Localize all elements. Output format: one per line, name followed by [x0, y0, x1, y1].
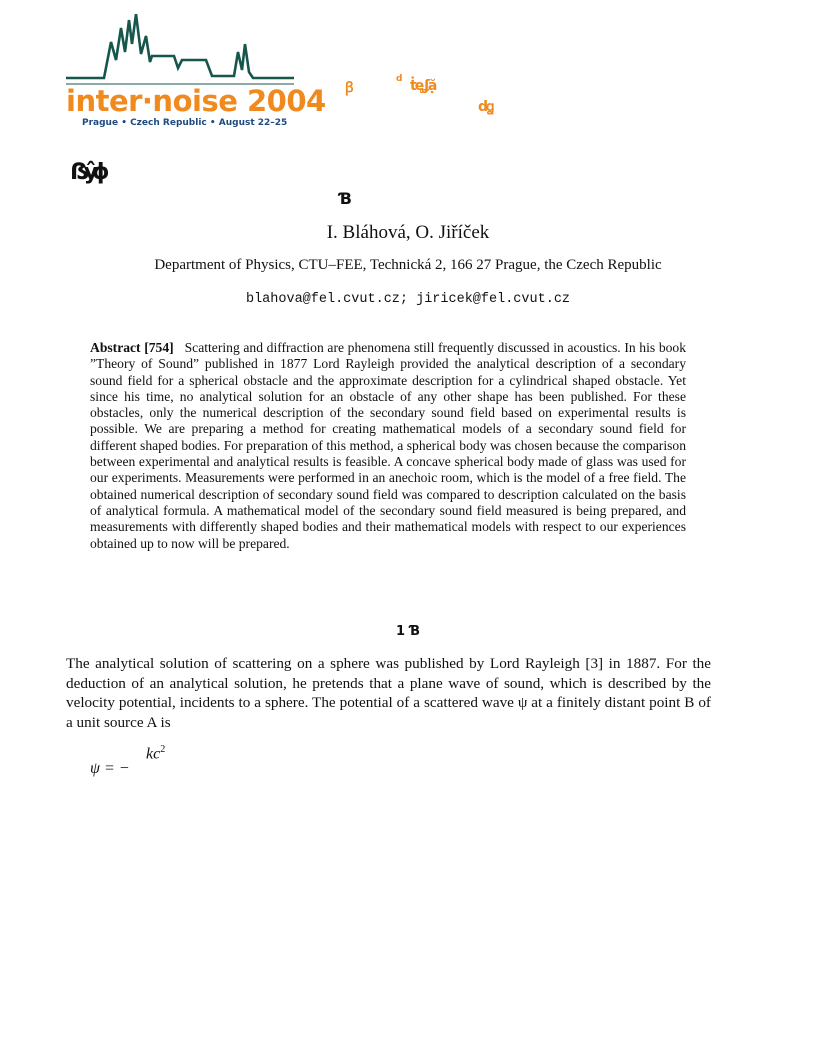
equation-numerator-base: kc	[146, 745, 161, 763]
equation-exponent: 2	[160, 744, 166, 755]
header-glyph-a: ꞵ	[345, 80, 352, 96]
conference-logo	[66, 14, 326, 132]
skyline-graphic	[66, 14, 294, 94]
header-glyph-c: ṫęʆặ	[410, 78, 436, 94]
equation-lhs: ψ = −	[90, 760, 130, 777]
header-glyph-b: d	[396, 74, 403, 84]
intro-paragraph: The analytical solution of scattering on a sphere was published by Lord Rayleigh [3] in 1887. For the deduction of an analytical solution, he pretends that a plane wave of sound, which is described by the velocity potential, incidents to a sphere. The potential of a scattered wave ψ at a finitely distant point B of a unit source A is	[66, 655, 711, 731]
header-glyph-d: dꬶ	[478, 99, 493, 115]
logo-wordmark: inter·noise 2004	[66, 84, 326, 118]
abstract	[90, 340, 686, 552]
abstract-text: Scattering and diffraction are phenomena still frequently discussed in acoustics. In his book ”Theory of Sound” published in 1877 Lord Rayleigh provided the analytical description of a secondary sound field for a spherical obstacle and the approximate description for a cylindrical shaped obstacle. Yet since his time, no analytical solution for an obstacle of any other shape has been published. For these obstacles, only the numerical description of the secondary sound field based on experimental results is possible. We are preparing a method for creating mathematical models of a secondary sound field for different shaped bodies. For preparation of this method, a spherical body was chosen because the comparison between experimental and analytical results is feasible. A concave spherical body made of glass was used for our experiments. Measurements were performed in an anechoic room, which is the model of a free field. The obtained numerical description of secondary sound field was compared to description calculated on the basis of analytical formula. A mathematical model of the secondary sound field measured is being prepared, and measurements with differently shaped bodies and their mathematical models with respect to our experiences obtained up to now will be prepared.	[90, 340, 687, 551]
abstract-label: Abstract [754]	[90, 340, 174, 355]
logo-tagline: Prague • Czech Republic • August 22–25	[82, 118, 288, 128]
section-title-glyphs: ẞŷɸ	[70, 160, 104, 185]
author-emails: blahova@fel.cvut.cz; jiricek@fel.cvut.cz	[245, 292, 571, 307]
paper-title-glyph: Ɓ	[339, 189, 352, 208]
section-heading: 1 Ɓ	[395, 624, 421, 639]
affiliation: Department of Physics, CTU–FEE, Technická 2, 166 27 Prague, the Czech Republic	[154, 257, 662, 273]
authors: I. Bláhová, O. Jiříček	[326, 222, 490, 243]
equation-numerator	[146, 744, 165, 763]
equation	[90, 744, 210, 784]
